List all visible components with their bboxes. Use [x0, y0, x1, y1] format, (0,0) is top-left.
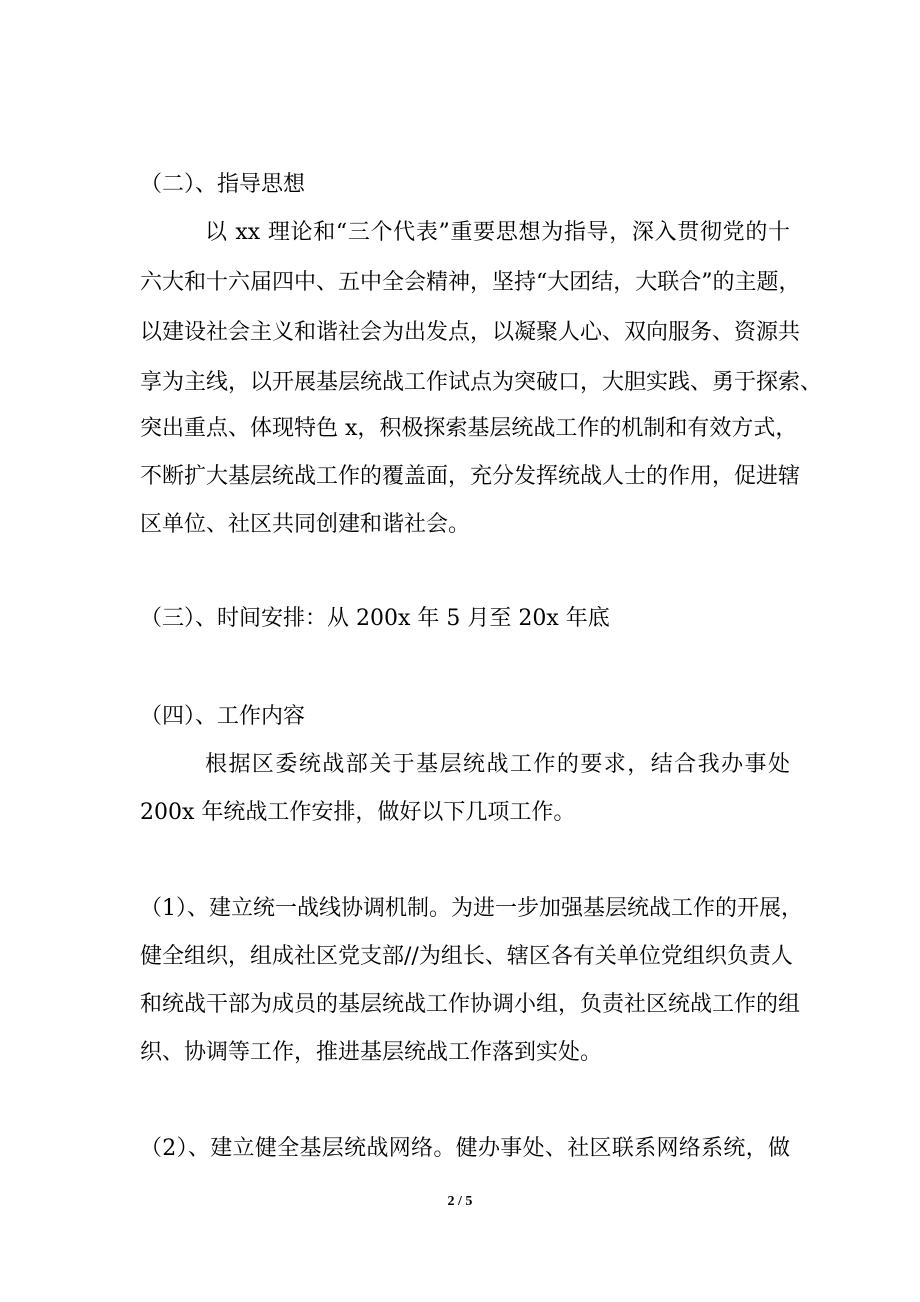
- paragraph-line: 和统战干部为成员的基层统战工作协调小组，负责社区统战工作的组: [140, 992, 801, 1017]
- paragraph-line: 以 xx 理论和“三个代表”重要思想为指导，深入贯彻党的十: [205, 220, 790, 245]
- section-heading-guiding-ideology: （二）、指导思想: [140, 172, 306, 197]
- paragraph-line: 健全组织，组成社区党支部//为组长、辖区各有关单位党组织负责人: [140, 944, 793, 969]
- paragraph-line: 织、协调等工作，推进基层统战工作落到实处。: [140, 1040, 603, 1065]
- paragraph-line: 不断扩大基层统战工作的覆盖面，充分发挥统战人士的作用，促进辖: [140, 464, 801, 489]
- paragraph-line: （1）、建立统一战线协调机制。为进一步加强基层统战工作的开展，: [140, 896, 803, 921]
- paragraph-line: 六大和十六届四中、五中全会精神，坚持“大团结，大联合”的主题，: [140, 270, 801, 295]
- paragraph-line: 200x 年统战工作安排，做好以下几项工作。: [140, 800, 576, 825]
- paragraph-line: 享为主线，以开展基层统战工作试点为突破口，大胆实践、勇于探索、: [140, 370, 823, 395]
- paragraph-line: 突出重点、体现特色 x，积极探索基层统战工作的机制和有效方式，: [140, 416, 798, 441]
- page-number: 2 / 5: [447, 1194, 473, 1209]
- section-heading-schedule: （三）、时间安排：从 200x 年 5 月至 20x 年底: [140, 606, 610, 631]
- section-heading-work-content: （四）、工作内容: [140, 704, 306, 729]
- paragraph-line: 根据区委统战部关于基层统战工作的要求，结合我办事处: [205, 752, 790, 777]
- paragraph-line: 以建设社会主义和谐社会为出发点，以凝聚人心、双向服务、资源共: [140, 320, 801, 345]
- paragraph-line: 区单位、社区共同创建和谐社会。: [140, 512, 471, 537]
- paragraph-line: （2）、建立健全基层统战网络。健办事处、社区联系网络系统，做: [140, 1136, 790, 1161]
